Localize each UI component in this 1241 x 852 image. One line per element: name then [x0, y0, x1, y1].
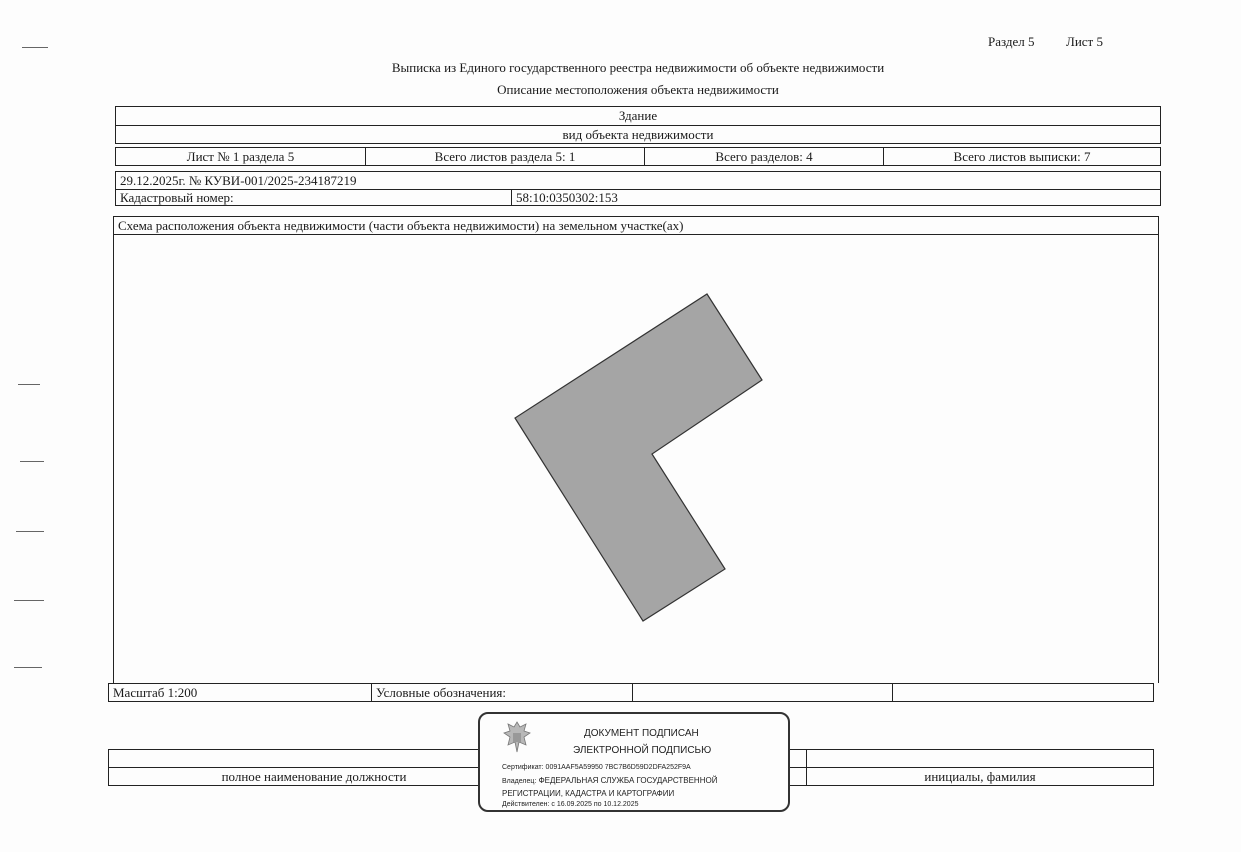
e-signature-stamp: [478, 712, 790, 812]
total-sheets-extract: Всего листов выписки: 7: [953, 148, 1091, 164]
total-sheets-section: Всего листов раздела 5: 1: [434, 148, 576, 164]
sheet-of-section: Лист № 1 раздела 5: [186, 148, 295, 164]
section-number: Раздел 5: [988, 34, 1035, 49]
cadastral-label: Кадастровый номер:: [120, 189, 234, 205]
stamp-validity: Действителен: с 16.09.2025 по 10.12.2025: [502, 801, 639, 808]
name-caption: инициалы, фамилия: [924, 768, 1036, 784]
position-caption: полное наименование должности: [221, 768, 407, 784]
cert-value: 0091AAF5A59950 7BC7B6D59D2DFA252F9A: [545, 764, 691, 771]
scale-legend-row: [108, 683, 1154, 702]
owner-value-2: РЕГИСТРАЦИИ, КАДАСТРА И КАРТОГРАФИИ: [502, 789, 675, 798]
document-subtitle: Описание местоположения объекта недвижимости: [497, 82, 779, 97]
stamp-line1: ДОКУМЕНТ ПОДПИСАН: [584, 728, 699, 739]
stamp-line2: ЭЛЕКТРОННОЙ ПОДПИСЬЮ: [573, 745, 712, 756]
cadastral-number: 58:10:0350302:153: [516, 189, 618, 205]
sheet-number: Лист 5: [1066, 34, 1103, 49]
emblem-icon: [500, 718, 534, 758]
building-footprint: [515, 294, 762, 621]
owner-label: Владелец:: [502, 778, 537, 785]
document-title: Выписка из Единого государственного реестра недвижимости об объекте недвижимости: [391, 60, 885, 75]
object-type-caption: вид объекта недвижимости: [562, 126, 714, 142]
legend-label: Условные обозначения:: [376, 684, 507, 700]
stamp-owner: [502, 776, 717, 785]
scale-label: Масштаб 1:200: [113, 684, 198, 700]
owner-value-1: ФЕДЕРАЛЬНАЯ СЛУЖБА ГОСУДАРСТВЕННОЙ: [538, 776, 718, 785]
cert-label: Сертификат:: [502, 764, 544, 771]
stamp-certificate: [502, 764, 691, 771]
object-type: Здание: [618, 108, 658, 123]
total-sections: Всего разделов: 4: [715, 148, 813, 164]
scheme-title: Схема расположения объекта недвижимости (части объекта недвижимости) на земельном участке(ах): [118, 217, 684, 233]
extract-id: 29.12.2025г. № КУВИ-001/2025-234187219: [120, 172, 357, 188]
